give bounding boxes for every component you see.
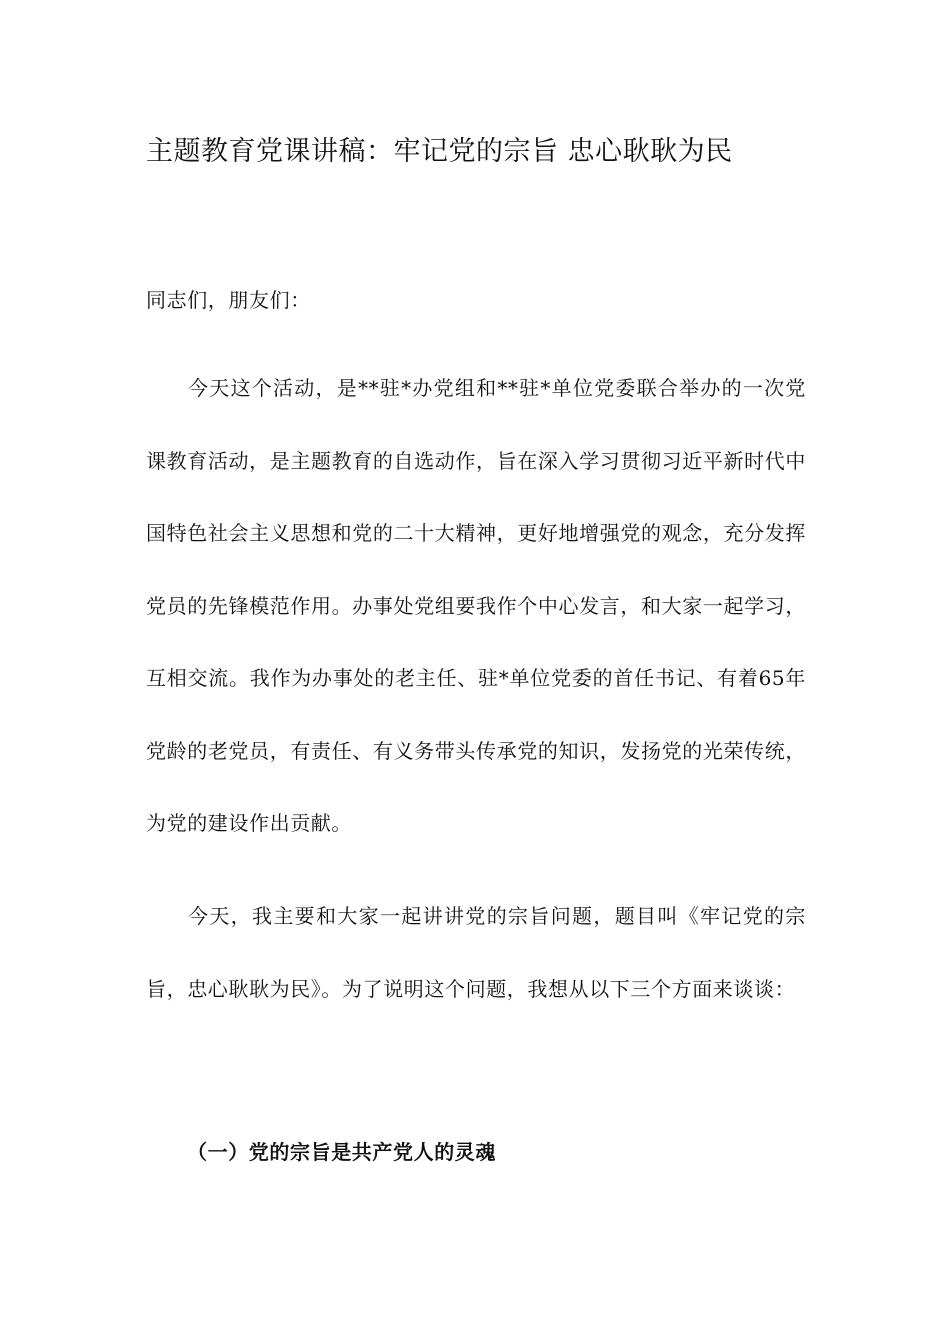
section-heading: （一）党的宗旨是共产党人的灵魂 bbox=[187, 1140, 496, 1164]
salutation: 同志们，朋友们： bbox=[146, 288, 311, 312]
paragraph-topic: 今天，我主要和大家一起讲讲党的宗旨问题，题目叫《牢记党的宗旨，忠心耿耿为民》。为了说明这个问题，我想从以下三个方面来谈谈： bbox=[146, 904, 806, 1001]
document-title: 主题教育党课讲稿：牢记党的宗旨 忠心耿耿为民 bbox=[146, 136, 733, 167]
paragraph-intro: 今天这个活动，是**驻*办党组和**驻*单位党委联合举办的一次党课教育活动，是主题教育的自选动作，旨在深入学习贯彻习近平新时代中国特色社会主义思想和党的二十大精神，更好地增强党的观念，充分发挥党员的先锋模范作用。办事处党组要我作个中心发言，和大家一起学习，互相交流。我作为办事处的老主任、驻*单位党委的首任书记、有着65年党龄的老党员，有责任、有义务带头传承党的知识，发扬党的光荣传统，为党的建设作出贡献。 bbox=[146, 376, 806, 835]
